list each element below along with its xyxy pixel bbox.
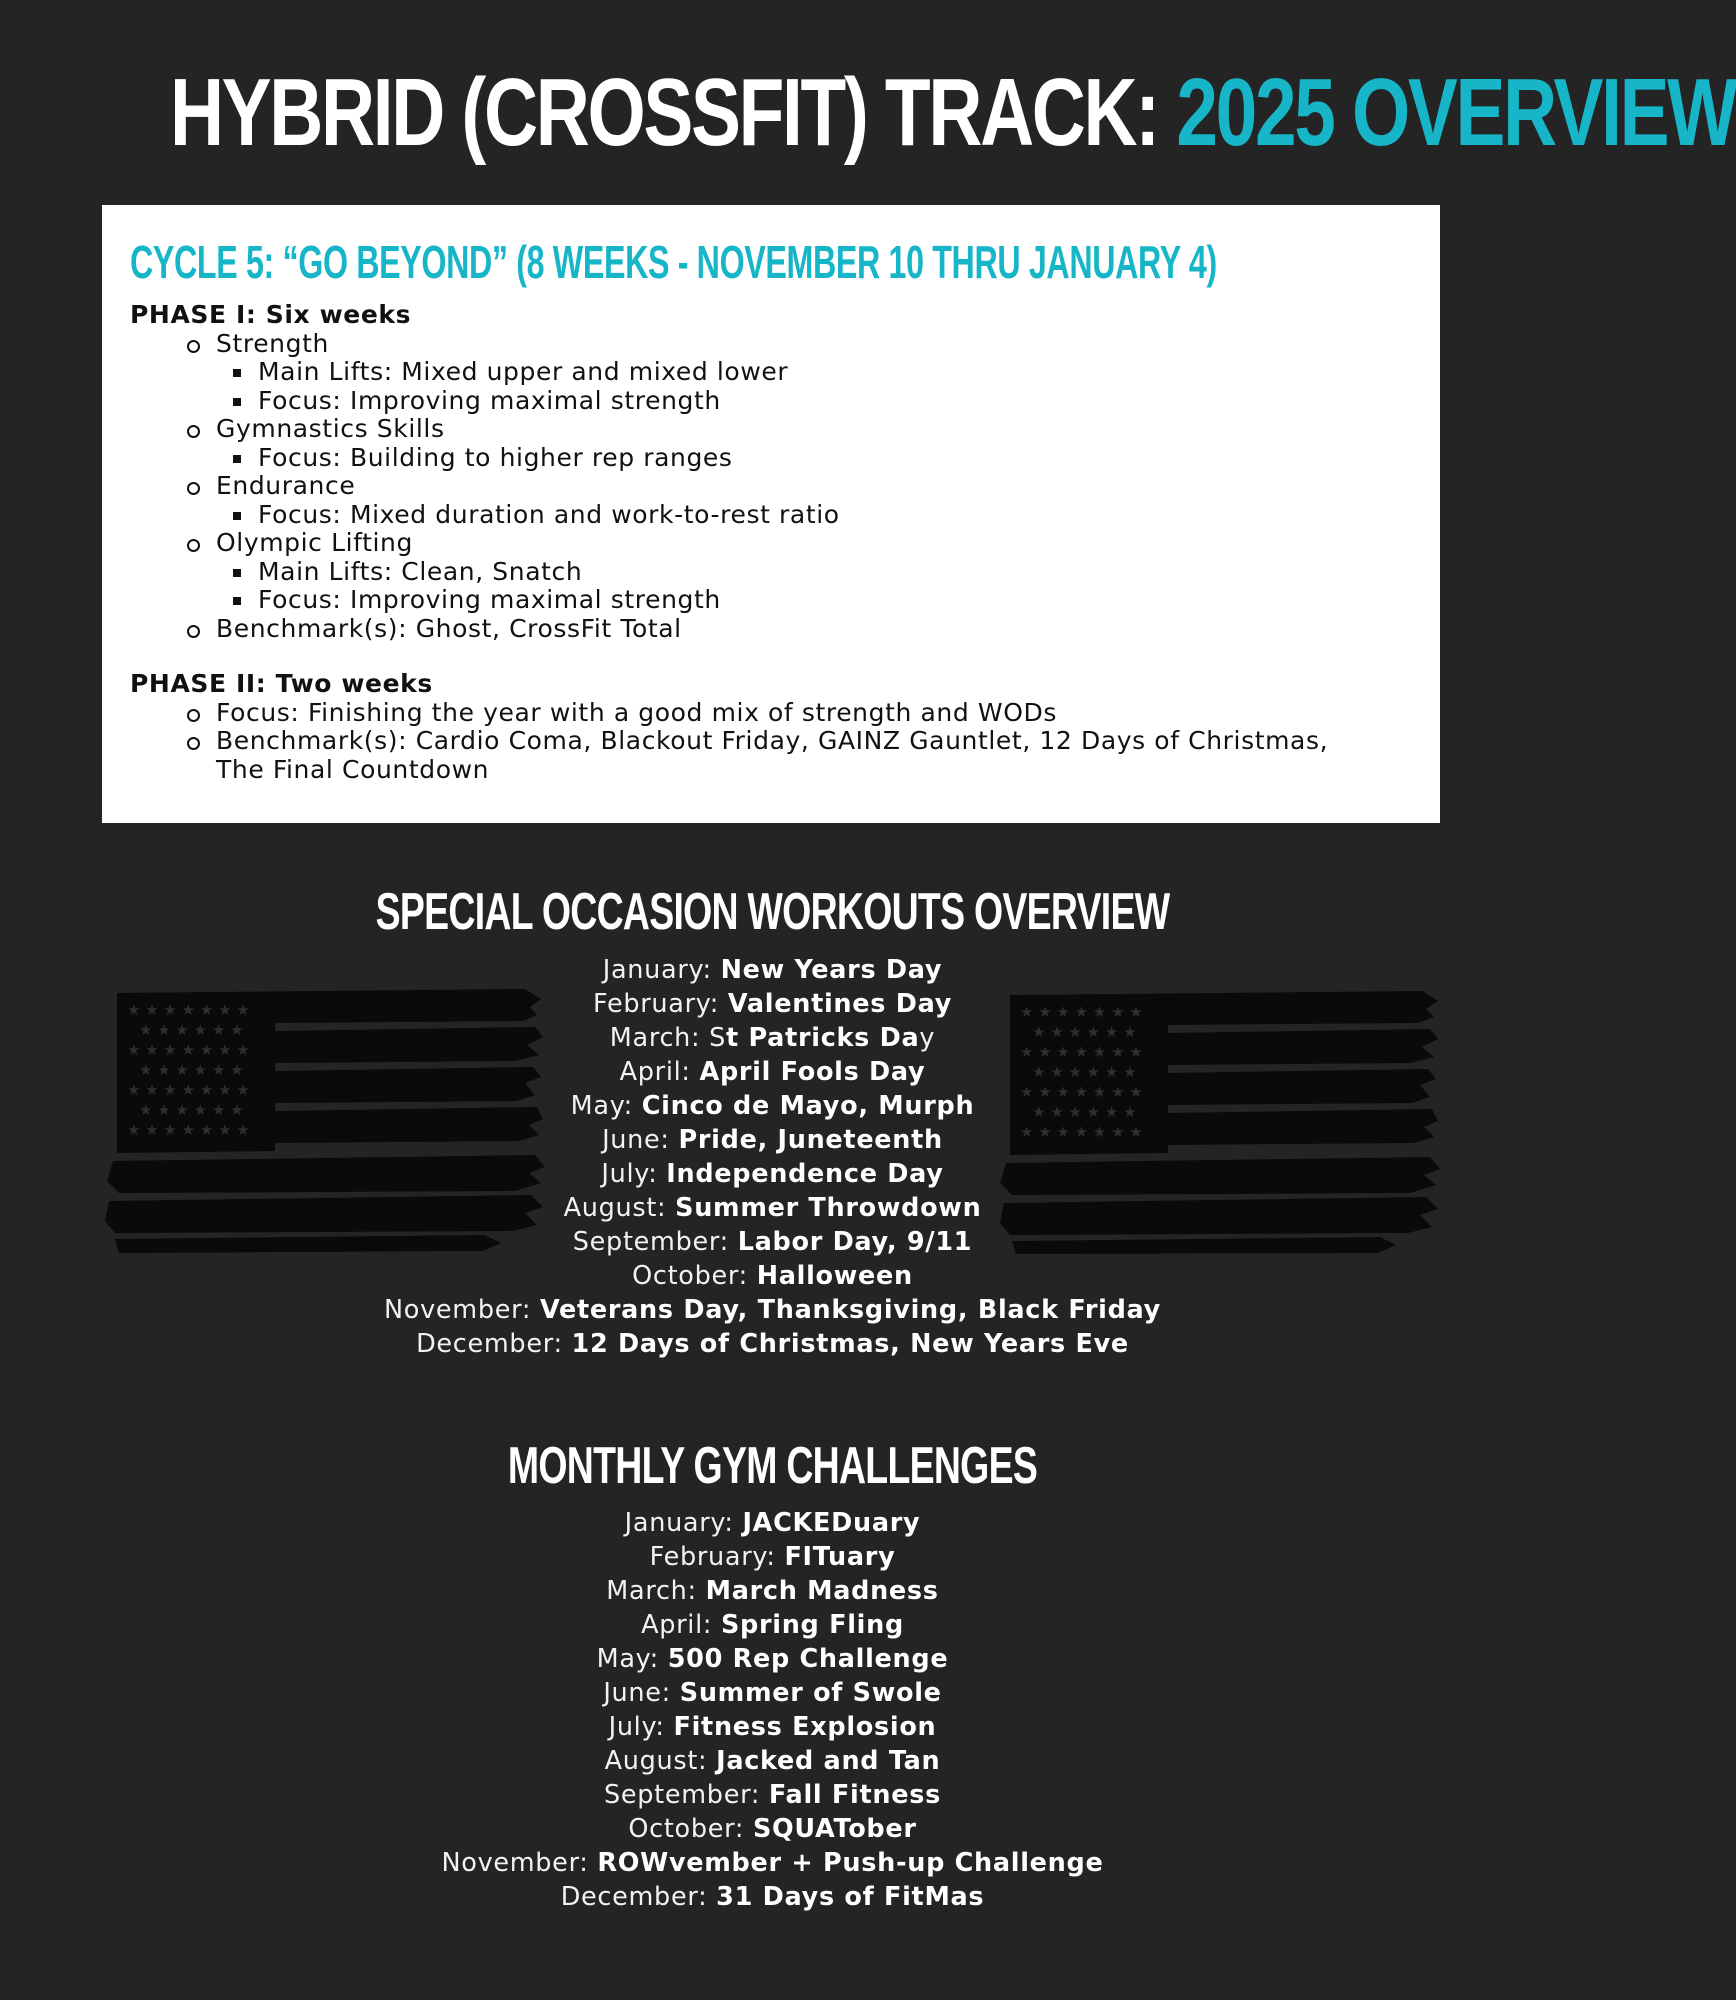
- list-item: June: Summer of Swole: [603, 1678, 942, 1708]
- svg-text:★ ★ ★ ★ ★ ★ ★: ★ ★ ★ ★ ★ ★ ★: [127, 1081, 250, 1099]
- cycle-panel: [102, 205, 1440, 823]
- svg-text:★ ★ ★ ★ ★ ★ ★: ★ ★ ★ ★ ★ ★ ★: [1020, 1043, 1143, 1061]
- list-item: February: FITuary: [649, 1542, 896, 1572]
- page-title-main: HYBRID (CROSSFIT) TRACK:: [169, 59, 1177, 166]
- list-item: December: 31 Days of FitMas: [560, 1882, 985, 1912]
- list-item: October: SQUATober: [628, 1814, 917, 1844]
- list-item: November: ROWvember + Push-up Challenge: [441, 1848, 1104, 1878]
- phase-two-item: Benchmark(s): Cardio Coma, Blackout Friday, GAINZ Gauntlet, 12 Days of Christmas,: [130, 727, 1328, 756]
- phase-one-item: Endurance: [130, 472, 840, 501]
- list-item: November: Veterans Day, Thanksgiving, Black Friday: [384, 1295, 1161, 1325]
- page-title: [169, 58, 1736, 168]
- phase-two-block: [130, 670, 1328, 784]
- phase-one-subitem: Focus: Improving maximal strength: [130, 387, 840, 416]
- svg-text:★ ★ ★ ★ ★ ★: ★ ★ ★ ★ ★ ★: [1032, 1063, 1137, 1081]
- svg-text:★ ★ ★ ★ ★ ★: ★ ★ ★ ★ ★ ★: [139, 1021, 244, 1039]
- list-item: August: Jacked and Tan: [604, 1746, 941, 1776]
- list-item: March: March Madness: [606, 1576, 939, 1606]
- phase-one-subitem: Main Lifts: Mixed upper and mixed lower: [130, 358, 840, 387]
- svg-text:★ ★ ★ ★ ★ ★ ★: ★ ★ ★ ★ ★ ★ ★: [127, 1041, 250, 1059]
- svg-text:★ ★ ★ ★ ★ ★ ★: ★ ★ ★ ★ ★ ★ ★: [1020, 1083, 1143, 1101]
- phase-one-label: PHASE I: Six weeks: [130, 300, 412, 329]
- list-item: January: JACKEDuary: [624, 1508, 921, 1538]
- monthly-challenges-list: [0, 1506, 1545, 1914]
- phase-two-label: PHASE II: Two weeks: [130, 669, 433, 698]
- svg-text:★ ★ ★ ★ ★ ★ ★: ★ ★ ★ ★ ★ ★ ★: [127, 1121, 250, 1139]
- list-item: February: Valentines Day: [592, 989, 953, 1019]
- list-item: December: 12 Days of Christmas, New Years Eve: [416, 1329, 1129, 1359]
- list-item: August: Summer Throwdown: [563, 1193, 982, 1223]
- special-occasions-list: [0, 953, 1545, 1361]
- list-item: July: Fitness Explosion: [608, 1712, 937, 1742]
- special-occasions-title: SPECIAL OCCASION WORKOUTS OVERVIEW: [375, 883, 1170, 941]
- phase-one-item: Benchmark(s): Ghost, CrossFit Total: [130, 615, 840, 644]
- phase-one-subitem: Focus: Mixed duration and work-to-rest ratio: [130, 501, 840, 530]
- list-item: October: Halloween: [632, 1261, 913, 1291]
- svg-text:★ ★ ★ ★ ★ ★: ★ ★ ★ ★ ★ ★: [1032, 1023, 1137, 1041]
- phase-one-subitem: Focus: Building to higher rep ranges: [130, 444, 840, 473]
- phase-one-item: Olympic Lifting: [130, 529, 840, 558]
- svg-text:★ ★ ★ ★ ★ ★ ★: ★ ★ ★ ★ ★ ★ ★: [1020, 1003, 1143, 1021]
- svg-text:★ ★ ★ ★ ★ ★ ★: ★ ★ ★ ★ ★ ★ ★: [1020, 1123, 1143, 1141]
- list-item: July: Independence Day: [601, 1159, 944, 1189]
- list-item: May: Cinco de Mayo, Murph: [570, 1091, 975, 1121]
- list-item: June: Pride, Juneteenth: [602, 1125, 943, 1155]
- monthly-challenges-title: MONTHLY GYM CHALLENGES: [507, 1437, 1038, 1495]
- phase-one-block: [130, 301, 840, 643]
- phase-one-item: Gymnastics Skills: [130, 415, 840, 444]
- svg-text:★ ★ ★ ★ ★ ★: ★ ★ ★ ★ ★ ★: [139, 1101, 244, 1119]
- list-item: April: April Fools Day: [619, 1057, 926, 1087]
- list-item: January: New Years Day: [602, 955, 943, 985]
- phase-one-item: Strength: [130, 330, 840, 359]
- list-item: April: Spring Fling: [641, 1610, 904, 1640]
- list-item: March: St Patricks Day: [609, 1023, 936, 1053]
- cycle-heading: CYCLE 5: “GO BEYOND” (8 WEEKS - NOVEMBER 10 THRU JANUARY 4): [130, 236, 1217, 288]
- svg-text:★ ★ ★ ★ ★ ★: ★ ★ ★ ★ ★ ★: [1032, 1103, 1137, 1121]
- list-item: September: Labor Day, 9/11: [572, 1227, 973, 1257]
- svg-text:★ ★ ★ ★ ★ ★: ★ ★ ★ ★ ★ ★: [139, 1061, 244, 1079]
- phase-one-subitem: Focus: Improving maximal strength: [130, 586, 840, 615]
- list-item: May: 500 Rep Challenge: [596, 1644, 949, 1674]
- phase-one-subitem: Main Lifts: Clean, Snatch: [130, 558, 840, 587]
- page-title-accent: 2025 OVERVIEW: [1176, 59, 1736, 166]
- list-item: September: Fall Fitness: [604, 1780, 941, 1810]
- svg-text:★ ★ ★ ★ ★ ★ ★: ★ ★ ★ ★ ★ ★ ★: [127, 1001, 250, 1019]
- phase-two-item-continuation: The Final Countdown: [216, 754, 490, 784]
- phase-two-item: Focus: Finishing the year with a good mix of strength and WODs: [130, 699, 1328, 728]
